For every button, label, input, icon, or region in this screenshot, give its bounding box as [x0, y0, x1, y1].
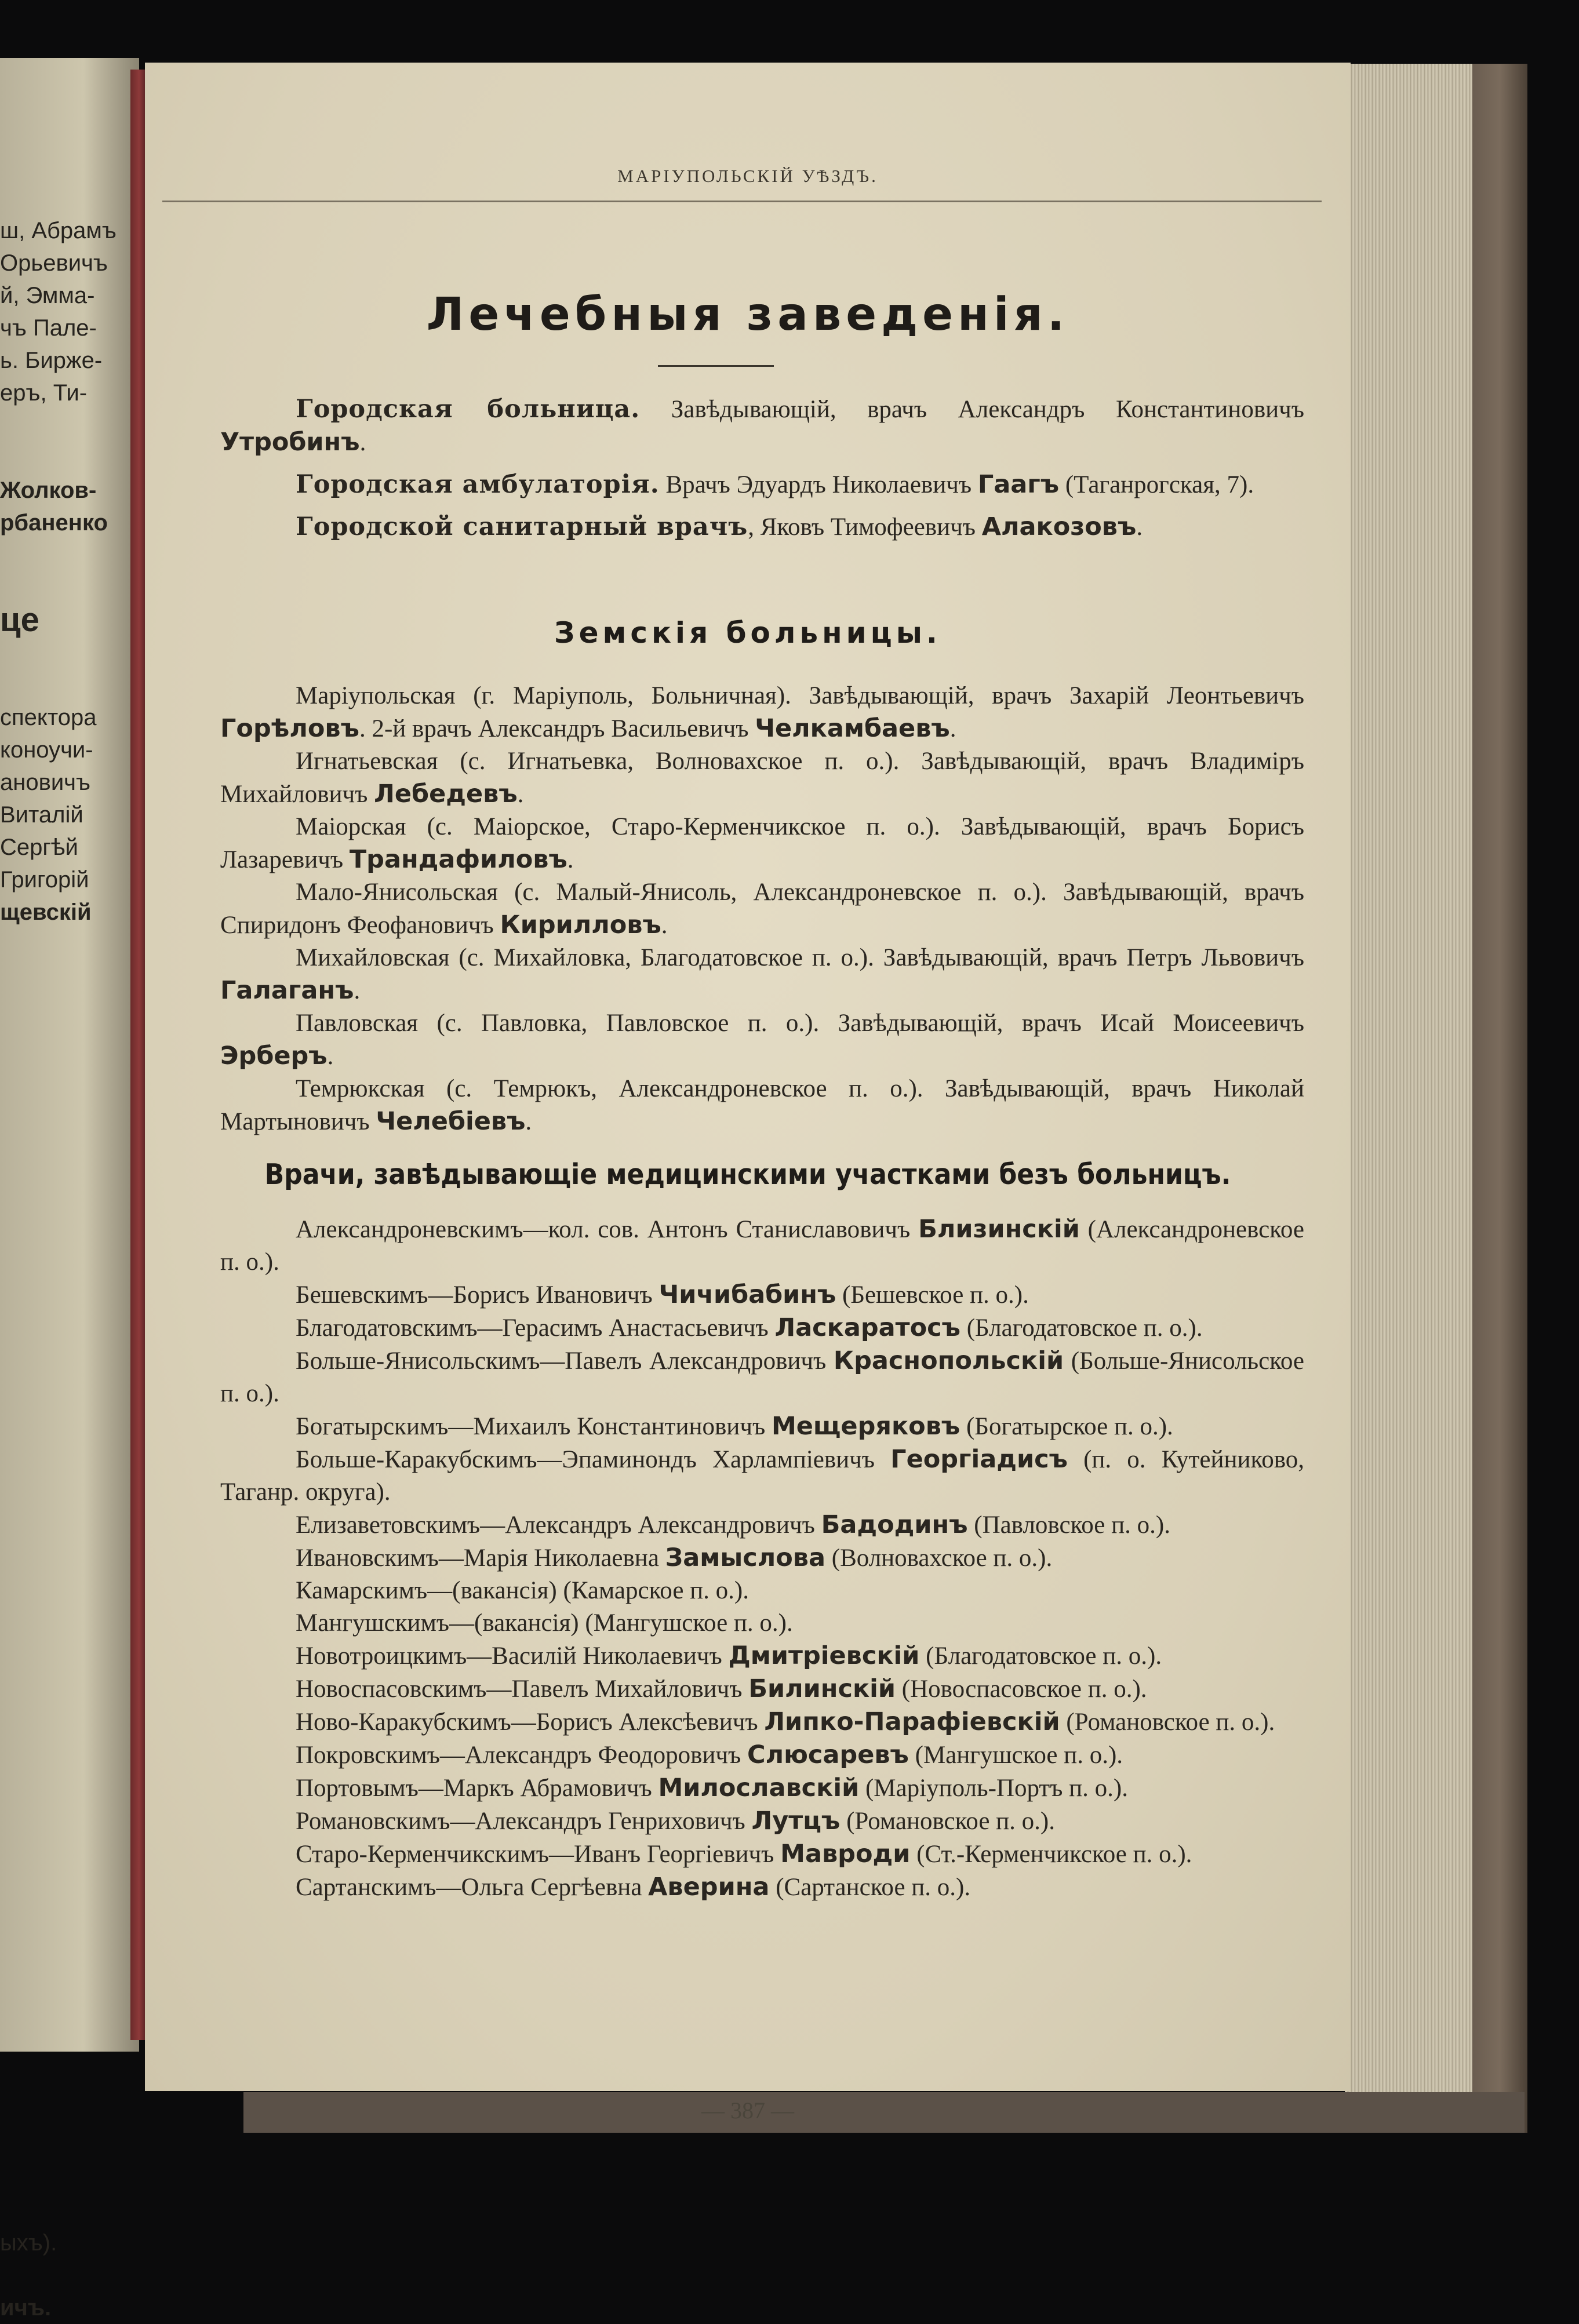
left-page-line	[0, 1675, 139, 1707]
left-page-line: Жолков-	[0, 478, 97, 503]
left-page-line	[0, 669, 139, 701]
entry-tail: .	[567, 846, 574, 873]
entry-tail: (Романовское п. о.).	[840, 1808, 1056, 1835]
city-entry	[220, 393, 1304, 459]
doctor-surname: Гаагъ	[977, 470, 1060, 499]
hospital-entry	[220, 1007, 1304, 1073]
left-page-line: ь. Бирже-	[0, 348, 103, 373]
left-page-line	[0, 1156, 139, 1188]
hospital-entry	[220, 942, 1304, 1007]
district-entry	[220, 1739, 1304, 1772]
left-page-line	[0, 1578, 139, 1610]
left-page-line	[0, 1545, 139, 1578]
left-page-line: спектора	[0, 705, 97, 730]
doctor-surname: Мавроди	[780, 1839, 911, 1868]
hospital-entry	[220, 680, 1304, 745]
entry-tail: (Новоспасовское п. о.).	[896, 1675, 1147, 1703]
district-entry	[220, 1575, 1304, 1607]
left-page-line: ановичъ	[0, 770, 91, 795]
district-entry	[220, 1772, 1304, 1805]
left-page-line	[0, 1610, 139, 1642]
entry-tail: (Бешевское п. о.).	[836, 1281, 1029, 1309]
left-page-line	[0, 1123, 139, 1156]
doctor-surname: Утробинъ	[220, 428, 360, 457]
left-page-fragment	[0, 58, 139, 2321]
doctor-surname: Горѣловъ	[220, 714, 359, 743]
left-page-line	[0, 442, 139, 474]
entry-tail: (Ст.-Керменчикское п. о.).	[910, 1841, 1192, 1868]
doctor-surname: Дмитріевскій	[728, 1641, 920, 1670]
entry-tail: (Александроневское п. о.).	[220, 1216, 1304, 1276]
city-entry	[220, 468, 1304, 501]
district-entry	[220, 1509, 1304, 1542]
doctor-surname: Эрберъ	[220, 1041, 328, 1070]
entry-text: Новотроицкимъ—Василій Николаевичъ	[296, 1642, 729, 1670]
left-page-line	[0, 1805, 139, 1837]
entry-text: Темрюкская (с. Темрюкъ, Александроневское п. о.). Завѣдывающій, врачъ Николай Мартыновичъ	[220, 1075, 1304, 1135]
entry-tail: .	[354, 977, 361, 1004]
entry-text: Покровскимъ—Александръ Феодоровичъ	[296, 1742, 748, 1769]
district-entry	[220, 1640, 1304, 1673]
doctor-surname: Замыслова	[665, 1543, 826, 1572]
district-entry	[220, 1312, 1304, 1345]
institution-label: Городская амбулаторія.	[296, 470, 660, 499]
district-entry	[220, 1706, 1304, 1739]
left-page-text	[0, 214, 139, 2324]
doctor-surname: Лутцъ	[751, 1806, 841, 1835]
doctor-surname: Челкамбаевъ	[755, 714, 950, 743]
left-page-line	[0, 1285, 139, 1318]
district-entry	[220, 1838, 1304, 1871]
entry-tail: (Богатырское п. о.).	[960, 1413, 1173, 1440]
entry-text: Романовскимъ—Александръ Генриховичъ	[296, 1808, 752, 1835]
doctor-surname: Кирилловъ	[500, 910, 661, 939]
entry-tail: .	[1136, 513, 1143, 541]
institution-label: Городская больница.	[296, 395, 641, 424]
left-page-line	[0, 1772, 139, 1805]
entry-tail: .	[525, 1108, 532, 1135]
left-page-line: й, Эмма-	[0, 283, 95, 308]
left-page-line	[0, 1415, 139, 1448]
left-page-line	[0, 961, 139, 993]
left-page-line: Сергѣй	[0, 835, 78, 860]
entry-tail: .	[359, 429, 366, 456]
entry-text: Больше-Каракубскимъ—Эпаминондъ Харлампіевичъ	[296, 1446, 891, 1473]
district-doctors	[220, 1213, 1304, 1904]
hospital-entry	[220, 876, 1304, 942]
left-page-line	[0, 1870, 139, 1902]
entry-text: Павловская (с. Павловка, Павловское п. о.). Завѣдывающій, врачъ Исай Моисеевичъ	[296, 1010, 1304, 1037]
entry-tail: (Таганрогская, 7).	[1059, 471, 1254, 498]
left-page-line: Орьевичъ	[0, 250, 108, 276]
left-page-line	[0, 2097, 139, 2129]
zemstvo-hospitals	[220, 680, 1304, 1138]
entry-text: Старо-Керменчикскимъ—Иванъ Георгіевичъ	[296, 1841, 781, 1868]
district-entry	[220, 1278, 1304, 1312]
page-title: Лечебныя заведенія.	[426, 289, 1069, 341]
entry-text: Михайловская (с. Михайловка, Благодатовское п. о.). Завѣдывающій, врачъ Петръ Львовичъ	[296, 944, 1304, 971]
left-page-line: ыхъ).	[0, 2230, 57, 2256]
entry-text: Александроневскимъ—кол. сов. Антонъ Станиславовичъ	[296, 1216, 919, 1243]
entry-tail: (Больше-Янисольское п. о.).	[220, 1347, 1304, 1407]
page-number: — 387 —	[701, 2097, 794, 2123]
left-page-line: еръ, Ти-	[0, 380, 88, 406]
entry-text: Бешевскимъ—Борисъ Ивановичъ	[296, 1281, 659, 1309]
left-page-line	[0, 1221, 139, 1253]
hospital-entry	[220, 1073, 1304, 1138]
doctor-surname: Чичибабинъ	[658, 1280, 836, 1309]
left-page-line	[0, 1935, 139, 1967]
city-institutions	[220, 393, 1304, 553]
district-entry	[220, 1213, 1304, 1278]
entry-tail: (Благодатовское п. о.).	[960, 1314, 1203, 1342]
entry-tail: (Маріуполь-Портъ п. о.).	[859, 1775, 1128, 1802]
left-page-line	[0, 1480, 139, 1513]
left-page-line: Виталій	[0, 802, 83, 828]
left-page-line	[0, 1350, 139, 1383]
entry-tail: (Павловское п. о.).	[967, 1511, 1170, 1539]
hospital-entry	[220, 811, 1304, 876]
doctor-surname: Георгіадисъ	[890, 1445, 1068, 1474]
book-cover-right	[1472, 64, 1527, 2133]
entry-text: Портовымъ—Маркъ Абрамовичъ	[296, 1775, 658, 1802]
entry-text: Врачъ Эдуардъ Николаевичъ	[659, 471, 978, 498]
hospital-entry	[220, 745, 1304, 811]
title-underline	[658, 365, 774, 367]
doctor-surname: Лебедевъ	[374, 779, 518, 808]
entry-tail: (Сартанское п. о.).	[769, 1874, 971, 1901]
left-page-line	[0, 1318, 139, 1350]
left-page-line	[0, 1058, 139, 1091]
doctor-surname: Близинскій	[918, 1215, 1080, 1244]
left-page-line	[0, 993, 139, 1026]
book-page	[145, 63, 1351, 2123]
left-page-line	[0, 539, 139, 571]
left-page-line	[0, 2064, 139, 2097]
left-page-line	[0, 571, 139, 604]
left-page-line	[0, 1188, 139, 1221]
left-page-line	[0, 1902, 139, 1935]
doctor-surname: Мещеряковъ	[771, 1412, 961, 1441]
left-page-line	[0, 2162, 139, 2194]
doctor-surname: Челебіевъ	[376, 1107, 526, 1136]
left-page-line	[0, 409, 139, 442]
left-page-line	[0, 1091, 139, 1123]
entry-tail: (Волновахское п. о.).	[825, 1545, 1053, 1572]
district-entry	[220, 1673, 1304, 1706]
left-page-line: ичъ.	[0, 2295, 52, 2321]
left-page-line	[0, 1253, 139, 1285]
doctor-surname: Аверина	[648, 1873, 770, 1902]
doctor-surname: Галаганъ	[220, 976, 354, 1005]
left-page-line	[0, 1707, 139, 1740]
entry-tail: .	[517, 781, 524, 808]
left-page-line	[0, 1026, 139, 1058]
entry-tail: (Мангушское п. о.).	[908, 1742, 1123, 1769]
entry-tail: .	[327, 1043, 334, 1070]
left-page-line: це	[0, 601, 39, 639]
doctor-surname: Милославскій	[658, 1773, 860, 1802]
left-page-line	[0, 636, 139, 669]
doctor-surname: Краснопольскій	[833, 1346, 1064, 1375]
page-edges	[1345, 64, 1478, 2092]
left-page-line	[0, 1642, 139, 1675]
left-page-line: коноучи-	[0, 737, 93, 763]
district-entry	[220, 1410, 1304, 1443]
district-entry	[220, 1345, 1304, 1410]
entry-text: Ново-Каракубскимъ—Борисъ Алексѣевичъ	[296, 1709, 765, 1736]
entry-tail: (Романовское п. о.).	[1060, 1709, 1275, 1736]
left-page-line: щевскій	[0, 899, 92, 925]
left-page-line	[0, 1383, 139, 1415]
institution-label: Городской санитарный врачъ	[296, 512, 748, 541]
doctor-surname: Слюсаревъ	[747, 1740, 909, 1769]
entry-text: , Яковъ Тимофеевичъ	[748, 513, 982, 541]
district-entry	[220, 1805, 1304, 1838]
district-entry	[220, 1443, 1304, 1509]
left-page-line	[0, 1967, 139, 1999]
left-page-line	[0, 928, 139, 961]
left-page-line	[0, 1448, 139, 1480]
entry-text: Мало-Янисольская (с. Малый-Янисоль, Александроневское п. о.). Завѣдывающій, врачъ Спиридонъ Феофановичъ	[220, 879, 1304, 939]
left-page-line	[0, 2129, 139, 2162]
entry-text: Благодатовскимъ—Герасимъ Анастасьевичъ	[296, 1314, 775, 1342]
left-page-line	[0, 1837, 139, 1870]
doctor-surname: Липко-Парафіевскій	[764, 1707, 1060, 1736]
city-entry	[220, 511, 1304, 544]
entry-text: Новоспасовскимъ—Павелъ Михайловичъ	[296, 1675, 749, 1703]
entry-text: Больше-Янисольскимъ—Павелъ Александровичъ	[296, 1347, 834, 1375]
entry-text: Богатырскимъ—Михаилъ Константиновичъ	[296, 1413, 772, 1440]
entry-text: Елизаветовскимъ—Александръ Александровичъ	[296, 1511, 821, 1539]
left-page-line: чъ Пале-	[0, 315, 97, 341]
doctor-surname: Билинскій	[748, 1674, 896, 1703]
district-entry	[220, 1871, 1304, 1904]
left-page-line	[0, 1740, 139, 1772]
entry-text: Игнатьевская (с. Игнатьевка, Волновахское п. о.). Завѣдывающій, врачъ Владиміръ Михайловичъ	[220, 748, 1304, 808]
entry-tail: .	[661, 912, 668, 939]
left-page-line	[0, 1513, 139, 1545]
running-head: МАРІУПОЛЬСКІЙ УѢЗДЪ.	[617, 166, 878, 186]
left-page-line	[0, 1999, 139, 2032]
doctor-surname: Ласкаратосъ	[774, 1313, 961, 1342]
districts-section-title: Врачи, завѣдывающіе медицинскими участками безъ больницъ.	[264, 1158, 1231, 1191]
doctor-surname: Алакозовъ	[981, 512, 1137, 541]
left-page-line	[0, 2194, 139, 2227]
entry-text: Завѣдывающій, врачъ Александръ Константиновичъ	[640, 396, 1304, 423]
district-entry	[220, 1542, 1304, 1575]
entry-text: Ивановскимъ—Марія Николаевна	[296, 1545, 665, 1572]
district-entry	[220, 1607, 1304, 1640]
entry-tail: .	[949, 715, 956, 742]
entry-text: Маіорская (с. Маіорское, Старо-Керменчикское п. о.). Завѣдывающій, врачъ Борисъ Лазаревичъ	[220, 813, 1304, 873]
entry-tail: (п. о. Кутейниково, Таганр. округа).	[220, 1446, 1304, 1506]
left-page-line	[0, 2032, 139, 2064]
entry-text: Маріупольская (г. Маріуполь, Больничная). Завѣдывающій, врачъ Захарій Леонтьевичъ	[296, 682, 1304, 709]
left-page-line: рбаненко	[0, 510, 108, 536]
zemstvo-section-title: Земскія больницы.	[554, 616, 941, 650]
entry-text: Сартанскимъ—Ольга Сергѣевна	[296, 1874, 649, 1901]
doctor-surname: Трандафиловъ	[349, 845, 567, 874]
entry-tail: (Благодатовское п. о.).	[919, 1642, 1162, 1670]
header-rule	[162, 201, 1322, 202]
left-page-line	[0, 2259, 139, 2292]
left-page-line: ш, Абрамъ	[0, 218, 117, 243]
entry-text: . 2-й врачъ Александръ Васильевичъ	[359, 715, 755, 742]
doctor-surname: Бадодинъ	[821, 1510, 968, 1539]
entry-text: Мангушскимъ—(вакансія) (Мангушское п. о.).	[296, 1609, 793, 1637]
left-page-line: Григорій	[0, 867, 89, 893]
entry-text: Камарскимъ—(вакансія) (Камарское п. о.).	[296, 1577, 749, 1604]
